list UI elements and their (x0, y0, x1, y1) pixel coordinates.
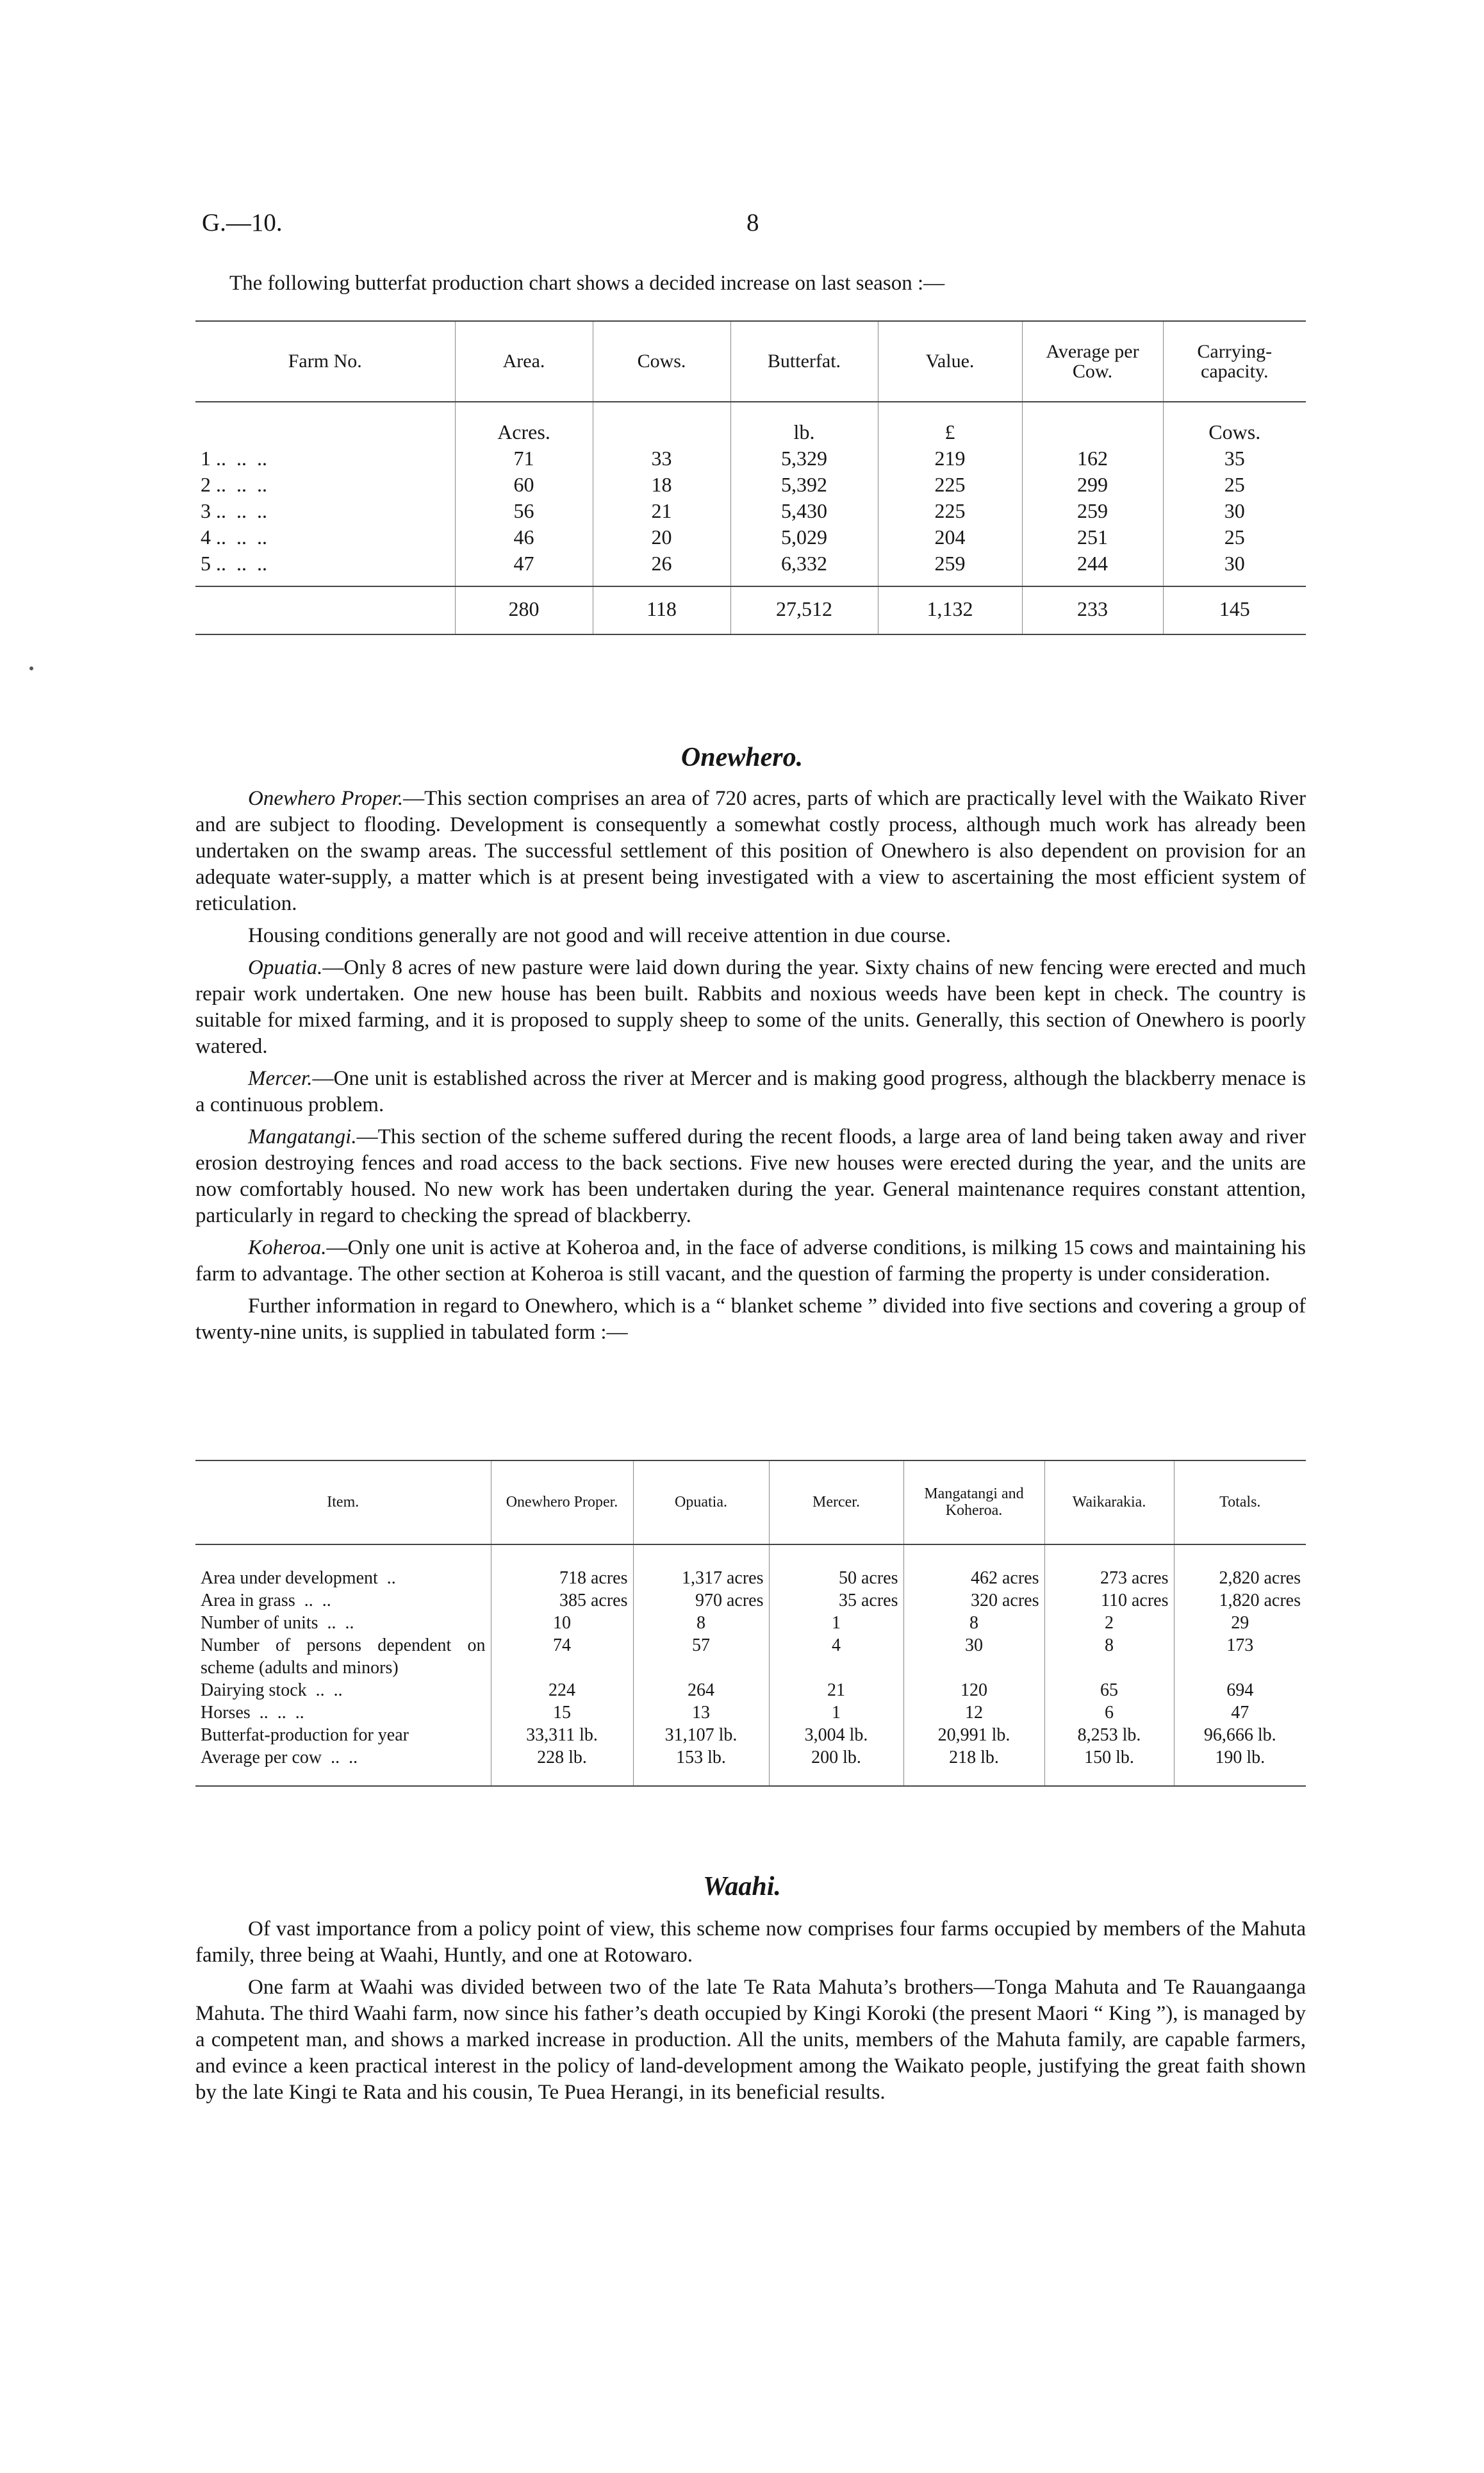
item-label: Butterfat-production for year (201, 1725, 409, 1745)
table-cell: 33 (593, 445, 730, 472)
table-cell: 218 lb. (903, 1746, 1044, 1786)
table-cell: 10 (491, 1612, 633, 1634)
page-number: 8 (746, 209, 759, 236)
col-header: Mercer. (769, 1460, 903, 1544)
butterfat-table (195, 320, 1306, 635)
table-cell: 5,329 (730, 445, 878, 472)
waahi-section (195, 1916, 1306, 2112)
table-cell: 96,666 lb. (1174, 1724, 1306, 1746)
table-cell: 694 (1174, 1679, 1306, 1701)
item-label: Number of persons dependent on scheme (adults and minors) (201, 1635, 486, 1678)
table-cell: 20 (593, 524, 730, 550)
totals-row (195, 586, 1306, 634)
table-cell: 259 (878, 550, 1022, 586)
units-row (195, 402, 1306, 445)
table-cell: 110 acres (1044, 1589, 1174, 1612)
table-cell: 1,317 acres (633, 1544, 769, 1589)
table-cell: 4 (769, 1634, 903, 1679)
paragraph (195, 923, 1306, 949)
table-cell: 2,820 acres (1174, 1544, 1306, 1589)
paragraph (195, 1124, 1306, 1229)
total-cell: 1,132 (878, 586, 1022, 634)
farm-number: 1 .. .. .. (201, 447, 267, 470)
table-cell: 225 (878, 498, 1022, 524)
table-cell: 228 lb. (491, 1746, 633, 1786)
total-cell: 27,512 (730, 586, 878, 634)
item-label: Average per cow .. .. (201, 1748, 358, 1767)
table-cell: 57 (633, 1634, 769, 1679)
section-label: Onewhero Proper. (248, 787, 404, 810)
paragraph-text: —This section of the scheme suffered during the recent floods, a large area of land being taken away and river erosion destroying fences and road access to the back sections. Five new houses were erected during the year, and the units are now comfortably housed. No new work has been undertaken during the year. General maintenance requires constant attention, particularly in regard to checking the spread of blackberry. (195, 1125, 1306, 1227)
table-cell: 13 (633, 1701, 769, 1724)
paragraph (195, 1974, 1306, 2106)
table-cell: 33,311 lb. (491, 1724, 633, 1746)
table-cell: 6,332 (730, 550, 878, 586)
table-cell: 190 lb. (1174, 1746, 1306, 1786)
section-label: Koheroa. (248, 1236, 327, 1259)
onewhero-section (195, 786, 1306, 1352)
table-cell: 29 (1174, 1612, 1306, 1634)
table-row (195, 498, 1306, 524)
paragraph (195, 1916, 1306, 1969)
farm-number: 2 .. .. .. (201, 473, 267, 496)
unit-cell: lb. (730, 402, 878, 445)
onewhero-table (195, 1460, 1306, 1787)
table-row (195, 1612, 1306, 1634)
table-row (195, 472, 1306, 498)
table-cell: 120 (903, 1679, 1044, 1701)
table-cell: 204 (878, 524, 1022, 550)
table-cell: 718 acres (491, 1544, 633, 1589)
table-cell: 65 (1044, 1679, 1174, 1701)
table-cell: 21 (593, 498, 730, 524)
item-label: Horses .. .. .. (201, 1703, 304, 1723)
table-cell: 153 lb. (633, 1746, 769, 1786)
page-header (202, 208, 1307, 247)
table-cell: 244 (1022, 550, 1163, 586)
paragraph-text: Housing conditions generally are not good and will receive attention in due course. (248, 924, 951, 947)
item-label: Area under development .. (201, 1568, 396, 1588)
table-cell: 74 (491, 1634, 633, 1679)
table-cell: 47 (455, 550, 593, 586)
table-cell: 21 (769, 1679, 903, 1701)
table-cell: 273 acres (1044, 1544, 1174, 1589)
table-cell: 46 (455, 524, 593, 550)
table-cell: 299 (1022, 472, 1163, 498)
table-row (195, 524, 1306, 550)
paragraph-text: —This section comprises an area of 720 acres, parts of which are practically level with the Waikato River and are subject to flooding. Development is consequently a somewhat costly process, although much work has already been undertaken on the swamp areas. The successful settlement of this position of Onewhero is also dependent on provision for an adequate water-supply, a matter which is at present being investigated with a view to ascertaining the most efficient system of reticulation. (195, 787, 1306, 915)
total-cell (195, 586, 455, 634)
paragraph-text: One farm at Waahi was divided between two of the late Te Rata Mahuta’s brothers—Tonga Mahuta and Te Rauangaanga Mahuta. The third Waahi farm, now since his father’s death occupied by Kingi Koroki (the present Maori “ King ”), is managed by a competent man, and shows a marked increase in production. All the units, members of the Mahuta family, are capable farmers, and evince a keen practical interest in the policy of land-development among the Waikato people, justifying the great faith shown by the late Kingi te Rata and his cousin, Te Puea Herangi, in its beneficial results. (195, 1976, 1306, 2104)
table-cell: 6 (1044, 1701, 1174, 1724)
paragraph (195, 1066, 1306, 1118)
table-cell: 30 (903, 1634, 1044, 1679)
farm-number: 3 .. .. .. (201, 499, 267, 522)
col-header: Totals. (1174, 1460, 1306, 1544)
col-header: Carrying-capacity. (1163, 321, 1306, 402)
col-header: Cows. (593, 321, 730, 402)
table-cell: 71 (455, 445, 593, 472)
butterfat-intro: The following butterfat production chart shows a decided increase on last season :— (229, 272, 945, 295)
col-header: Item. (195, 1460, 491, 1544)
table-cell: 35 acres (769, 1589, 903, 1612)
col-header: Waikarakia. (1044, 1460, 1174, 1544)
table-cell: 8 (1044, 1634, 1174, 1679)
farm-number: 5 .. .. .. (201, 552, 267, 575)
col-header: Opuatia. (633, 1460, 769, 1544)
table-cell: 320 acres (903, 1589, 1044, 1612)
paragraph-text: —Only 8 acres of new pasture were laid down during the year. Sixty chains of new fencing were erected and much repair work undertaken. One new house has been built. Rabbits and noxious weeds have been kept in check. The country is suitable for mixed farming, and it is proposed to supply sheep to some of the units. Generally, this section of Onewhero is poorly watered. (195, 956, 1306, 1058)
table-cell: 20,991 lb. (903, 1724, 1044, 1746)
paragraph (195, 786, 1306, 917)
table-cell: 219 (878, 445, 1022, 472)
total-cell: 118 (593, 586, 730, 634)
paragraph-text: —One unit is established across the river at Mercer and is making good progress, although the blackberry menace is a continuous problem. (195, 1067, 1306, 1116)
table-header-row (195, 1460, 1306, 1544)
onewhero-heading: Onewhero. (680, 743, 804, 772)
col-header: Onewhero Proper. (491, 1460, 633, 1544)
table-row (195, 1589, 1306, 1612)
table-cell: 35 (1163, 445, 1306, 472)
table-cell: 173 (1174, 1634, 1306, 1679)
table-cell: 462 acres (903, 1544, 1044, 1589)
table-row (195, 1544, 1306, 1589)
table-cell: 225 (878, 472, 1022, 498)
table-header-row (195, 321, 1306, 402)
col-header: Mangatangi and Koheroa. (903, 1460, 1044, 1544)
table-row (195, 1701, 1306, 1724)
table-cell: 18 (593, 472, 730, 498)
table-cell: 25 (1163, 524, 1306, 550)
unit-cell (195, 402, 455, 445)
table-cell: 5,392 (730, 472, 878, 498)
table-cell: 251 (1022, 524, 1163, 550)
table-cell: 56 (455, 498, 593, 524)
paragraph-text: Further information in regard to Onewhero, which is a “ blanket scheme ” divided into five sections and covering a group of twenty-nine units, is supplied in tabulated form :— (195, 1294, 1306, 1344)
item-label: Number of units .. .. (201, 1613, 354, 1633)
section-label: Mangatangi. (248, 1125, 357, 1148)
table-cell: 2 (1044, 1612, 1174, 1634)
section-label: Opuatia. (248, 956, 323, 979)
table-cell: 25 (1163, 472, 1306, 498)
table-cell: 26 (593, 550, 730, 586)
table-cell: 162 (1022, 445, 1163, 472)
item-label: Area in grass .. .. (201, 1591, 331, 1610)
table-cell: 1 (769, 1612, 903, 1634)
table-cell: 30 (1163, 498, 1306, 524)
col-header: Value. (878, 321, 1022, 402)
table-row (195, 1634, 1306, 1679)
table-cell: 15 (491, 1701, 633, 1724)
table-row (195, 1746, 1306, 1786)
col-header: Butterfat. (730, 321, 878, 402)
table-cell: 31,107 lb. (633, 1724, 769, 1746)
table-cell: 970 acres (633, 1589, 769, 1612)
table-row (195, 1724, 1306, 1746)
margin-mark (29, 666, 33, 670)
table-cell: 200 lb. (769, 1746, 903, 1786)
table-cell: 264 (633, 1679, 769, 1701)
table-cell: 385 acres (491, 1589, 633, 1612)
table-cell: 60 (455, 472, 593, 498)
table-cell: 5,430 (730, 498, 878, 524)
farm-number: 4 .. .. .. (201, 525, 267, 549)
table-cell: 259 (1022, 498, 1163, 524)
paragraph (195, 1293, 1306, 1346)
table-cell: 30 (1163, 550, 1306, 586)
table-cell: 12 (903, 1701, 1044, 1724)
table-row (195, 1679, 1306, 1701)
table-cell: 8,253 lb. (1044, 1724, 1174, 1746)
table-cell: 1 (769, 1701, 903, 1724)
table-cell: 3,004 lb. (769, 1724, 903, 1746)
paragraph-text: Of vast importance from a policy point of view, this scheme now comprises four farms occupied by members of the Mahuta family, three being at Waahi, Huntly, and one at Rotowaro. (195, 1917, 1306, 1967)
unit-cell: Cows. (1163, 402, 1306, 445)
total-cell: 145 (1163, 586, 1306, 634)
unit-cell: Acres. (455, 402, 593, 445)
total-cell: 280 (455, 586, 593, 634)
col-header: Area. (455, 321, 593, 402)
table-cell: 50 acres (769, 1544, 903, 1589)
item-label: Dairying stock .. .. (201, 1680, 343, 1700)
table-row (195, 445, 1306, 472)
unit-cell (1022, 402, 1163, 445)
table-cell: 47 (1174, 1701, 1306, 1724)
table-cell: 5,029 (730, 524, 878, 550)
total-cell: 233 (1022, 586, 1163, 634)
table-row (195, 550, 1306, 586)
document-code: G.—10. (202, 209, 283, 236)
paragraph (195, 955, 1306, 1060)
table-cell: 224 (491, 1679, 633, 1701)
unit-cell: £ (878, 402, 1022, 445)
waahi-heading: Waahi. (703, 1872, 781, 1901)
table-cell: 8 (633, 1612, 769, 1634)
unit-cell (593, 402, 730, 445)
paragraph-text: —Only one unit is active at Koheroa and, in the face of adverse conditions, is milking 15 cows and maintaining his farm to advantage. The other section at Koheroa is still vacant, and the question of farming the property is under consideration. (195, 1236, 1306, 1286)
table-cell: 150 lb. (1044, 1746, 1174, 1786)
col-header: Average per Cow. (1022, 321, 1163, 402)
table-cell: 8 (903, 1612, 1044, 1634)
table-cell: 1,820 acres (1174, 1589, 1306, 1612)
col-header: Farm No. (195, 321, 455, 402)
section-label: Mercer. (248, 1067, 313, 1090)
paragraph (195, 1235, 1306, 1287)
